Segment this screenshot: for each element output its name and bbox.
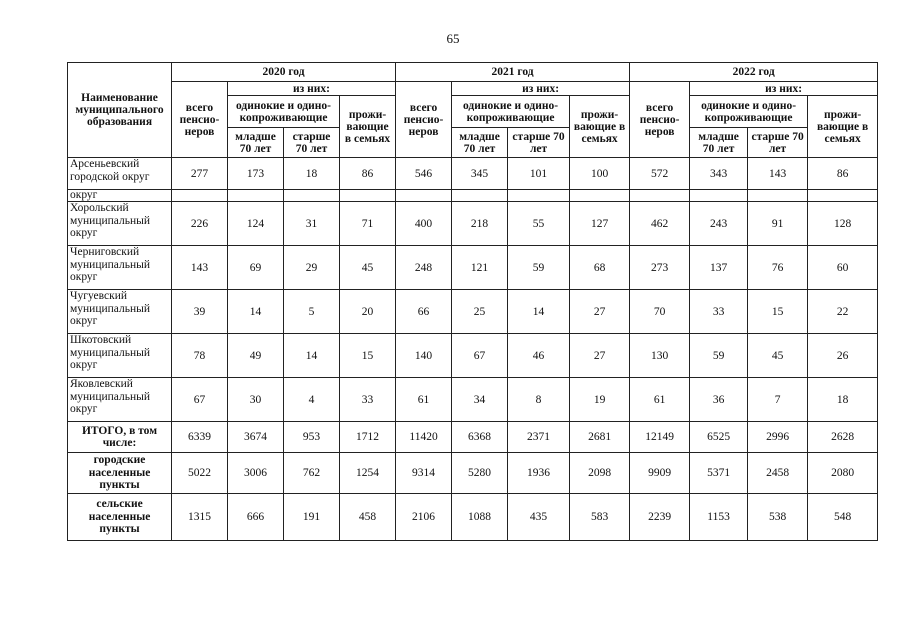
table-row xyxy=(68,246,878,290)
value-cell: 1936 xyxy=(508,453,570,494)
municipality-name-cell: сельские населенные пункты xyxy=(68,494,172,541)
value-cell: 6339 xyxy=(172,422,228,453)
municipality-name-cell: Арсеньевский городской округ xyxy=(68,158,172,190)
value-cell: 55 xyxy=(508,202,570,246)
value-cell: 69 xyxy=(228,246,284,290)
value-cell: 27 xyxy=(570,290,630,334)
value-cell xyxy=(690,190,748,202)
year-header-2020: 2020 год xyxy=(172,63,396,82)
value-cell: 173 xyxy=(228,158,284,190)
value-cell: 124 xyxy=(228,202,284,246)
total-pensioners-header-2021: всего пенсио-неров xyxy=(396,82,452,158)
value-cell: 76 xyxy=(748,246,808,290)
value-cell: 18 xyxy=(808,378,878,422)
value-cell xyxy=(508,190,570,202)
value-cell: 33 xyxy=(340,378,396,422)
value-cell xyxy=(570,190,630,202)
value-cell: 4 xyxy=(284,378,340,422)
value-cell xyxy=(228,190,284,202)
value-cell: 2681 xyxy=(570,422,630,453)
value-cell: 39 xyxy=(172,290,228,334)
municipality-name-cell: Шкотовский муниципальный округ xyxy=(68,334,172,378)
total-pensioners-header-2022: всего пенсио-неров xyxy=(630,82,690,158)
table-row xyxy=(68,422,878,453)
value-cell: 61 xyxy=(396,378,452,422)
value-cell: 130 xyxy=(630,334,690,378)
family-header-2020: прожи-вающие в семьях xyxy=(340,96,396,158)
value-cell: 1254 xyxy=(340,453,396,494)
value-cell: 5022 xyxy=(172,453,228,494)
value-cell: 572 xyxy=(630,158,690,190)
value-cell: 45 xyxy=(748,334,808,378)
table-row xyxy=(68,290,878,334)
younger-70-header-2021: младше 70 лет xyxy=(452,128,508,158)
value-cell: 86 xyxy=(808,158,878,190)
value-cell: 67 xyxy=(172,378,228,422)
value-cell: 218 xyxy=(452,202,508,246)
value-cell: 2628 xyxy=(808,422,878,453)
value-cell: 400 xyxy=(396,202,452,246)
value-cell: 3006 xyxy=(228,453,284,494)
value-cell xyxy=(452,190,508,202)
value-cell: 46 xyxy=(508,334,570,378)
value-cell: 2458 xyxy=(748,453,808,494)
value-cell: 538 xyxy=(748,494,808,541)
value-cell xyxy=(284,190,340,202)
value-cell: 15 xyxy=(748,290,808,334)
value-cell: 458 xyxy=(340,494,396,541)
value-cell: 583 xyxy=(570,494,630,541)
value-cell: 59 xyxy=(690,334,748,378)
value-cell: 1153 xyxy=(690,494,748,541)
value-cell: 762 xyxy=(284,453,340,494)
value-cell: 546 xyxy=(396,158,452,190)
of-them-header-2022: из них: xyxy=(690,82,878,96)
value-cell xyxy=(172,190,228,202)
value-cell: 2371 xyxy=(508,422,570,453)
municipality-name-cell: ИТОГО, в том числе: xyxy=(68,422,172,453)
value-cell: 128 xyxy=(808,202,878,246)
value-cell: 248 xyxy=(396,246,452,290)
younger-70-header-2022: младше 70 лет xyxy=(690,128,748,158)
value-cell: 19 xyxy=(570,378,630,422)
value-cell: 953 xyxy=(284,422,340,453)
value-cell: 34 xyxy=(452,378,508,422)
value-cell: 45 xyxy=(340,246,396,290)
value-cell: 2996 xyxy=(748,422,808,453)
table-row xyxy=(68,494,878,541)
value-cell: 548 xyxy=(808,494,878,541)
value-cell: 66 xyxy=(396,290,452,334)
table-row xyxy=(68,202,878,246)
total-pensioners-header-2020: всего пенсио-неров xyxy=(172,82,228,158)
value-cell: 12149 xyxy=(630,422,690,453)
value-cell: 29 xyxy=(284,246,340,290)
value-cell: 343 xyxy=(690,158,748,190)
value-cell xyxy=(630,190,690,202)
municipality-name-cell: округ xyxy=(68,190,172,202)
value-cell: 61 xyxy=(630,378,690,422)
value-cell: 435 xyxy=(508,494,570,541)
value-cell: 273 xyxy=(630,246,690,290)
value-cell: 191 xyxy=(284,494,340,541)
value-cell: 20 xyxy=(340,290,396,334)
table-row xyxy=(68,190,878,202)
table-row xyxy=(68,378,878,422)
value-cell: 666 xyxy=(228,494,284,541)
family-header-2021: прожи-вающие в семьях xyxy=(570,96,630,158)
municipality-name-cell: Хорольский муниципальный округ xyxy=(68,202,172,246)
year-header-2022: 2022 год xyxy=(630,63,878,82)
value-cell: 86 xyxy=(340,158,396,190)
value-cell: 7 xyxy=(748,378,808,422)
value-cell: 8 xyxy=(508,378,570,422)
value-cell: 49 xyxy=(228,334,284,378)
lonely-header-2021: одинокие и одино-копроживающие xyxy=(452,96,570,128)
value-cell xyxy=(808,190,878,202)
value-cell: 91 xyxy=(748,202,808,246)
value-cell: 18 xyxy=(284,158,340,190)
lonely-header-2020: одинокие и одино-копроживающие xyxy=(228,96,340,128)
municipality-name-cell: городские населенные пункты xyxy=(68,453,172,494)
value-cell: 14 xyxy=(228,290,284,334)
value-cell: 2098 xyxy=(570,453,630,494)
municipality-name-cell: Яковлевский муниципальный округ xyxy=(68,378,172,422)
value-cell: 243 xyxy=(690,202,748,246)
value-cell: 137 xyxy=(690,246,748,290)
value-cell: 277 xyxy=(172,158,228,190)
value-cell: 5 xyxy=(284,290,340,334)
value-cell: 1088 xyxy=(452,494,508,541)
value-cell: 26 xyxy=(808,334,878,378)
value-cell: 27 xyxy=(570,334,630,378)
table-row xyxy=(68,334,878,378)
value-cell: 6525 xyxy=(690,422,748,453)
value-cell: 2080 xyxy=(808,453,878,494)
value-cell: 3674 xyxy=(228,422,284,453)
table-row xyxy=(68,453,878,494)
value-cell: 1315 xyxy=(172,494,228,541)
value-cell: 71 xyxy=(340,202,396,246)
value-cell: 143 xyxy=(748,158,808,190)
value-cell: 67 xyxy=(452,334,508,378)
value-cell xyxy=(748,190,808,202)
value-cell: 5280 xyxy=(452,453,508,494)
value-cell: 100 xyxy=(570,158,630,190)
older-70-header-2021: старше 70 лет xyxy=(508,128,570,158)
value-cell: 2239 xyxy=(630,494,690,541)
value-cell: 462 xyxy=(630,202,690,246)
value-cell: 59 xyxy=(508,246,570,290)
page-number: 65 xyxy=(446,31,460,46)
value-cell: 127 xyxy=(570,202,630,246)
of-them-header-2021: из них: xyxy=(452,82,630,96)
younger-70-header-2020: младше 70 лет xyxy=(228,128,284,158)
value-cell: 5371 xyxy=(690,453,748,494)
value-cell: 140 xyxy=(396,334,452,378)
family-header-2022: прожи-вающие в семьях xyxy=(808,96,878,158)
value-cell: 2106 xyxy=(396,494,452,541)
value-cell: 15 xyxy=(340,334,396,378)
value-cell xyxy=(396,190,452,202)
value-cell: 68 xyxy=(570,246,630,290)
table-row xyxy=(68,158,878,190)
value-cell: 22 xyxy=(808,290,878,334)
value-cell xyxy=(340,190,396,202)
municipality-header: Наименование муниципального образования xyxy=(68,63,172,158)
value-cell: 78 xyxy=(172,334,228,378)
value-cell: 14 xyxy=(284,334,340,378)
municipality-name-cell: Черниговский муниципальный округ xyxy=(68,246,172,290)
older-70-header-2022: старше 70 лет xyxy=(748,128,808,158)
value-cell: 11420 xyxy=(396,422,452,453)
value-cell: 31 xyxy=(284,202,340,246)
value-cell: 143 xyxy=(172,246,228,290)
value-cell: 345 xyxy=(452,158,508,190)
value-cell: 121 xyxy=(452,246,508,290)
value-cell: 30 xyxy=(228,378,284,422)
value-cell: 9314 xyxy=(396,453,452,494)
value-cell: 226 xyxy=(172,202,228,246)
table-body xyxy=(68,158,878,541)
year-header-2021: 2021 год xyxy=(396,63,630,82)
municipality-name-cell: Чугуевский муниципальный округ xyxy=(68,290,172,334)
value-cell: 1712 xyxy=(340,422,396,453)
value-cell: 9909 xyxy=(630,453,690,494)
pensioners-table xyxy=(67,62,878,541)
of-them-header-2020: из них: xyxy=(228,82,396,96)
value-cell: 70 xyxy=(630,290,690,334)
value-cell: 101 xyxy=(508,158,570,190)
value-cell: 33 xyxy=(690,290,748,334)
value-cell: 14 xyxy=(508,290,570,334)
value-cell: 60 xyxy=(808,246,878,290)
value-cell: 36 xyxy=(690,378,748,422)
value-cell: 25 xyxy=(452,290,508,334)
older-70-header-2020: старше 70 лет xyxy=(284,128,340,158)
lonely-header-2022: одинокие и одино-копроживающие xyxy=(690,96,808,128)
value-cell: 6368 xyxy=(452,422,508,453)
